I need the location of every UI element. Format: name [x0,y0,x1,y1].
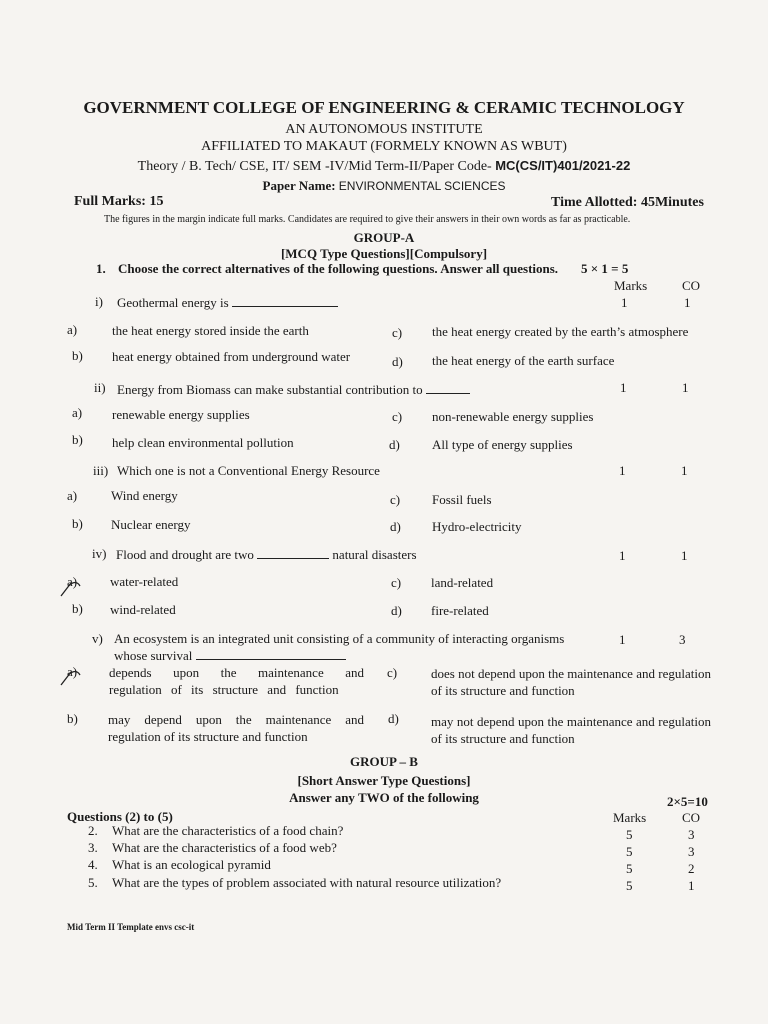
footer-template: Mid Term II Template envs csc-it [67,922,195,932]
question-5-number: 5. [88,875,98,890]
q1-text: Choose the correct alternatives of the following questions. Answer all questions. [118,261,559,276]
option-d-text: Hydro-electricity [432,519,522,534]
option-c-label: c) [392,409,403,424]
group-b-co-header: CO [682,810,701,825]
option-b-text: wind-related [110,602,176,617]
question-i-marks: 1 [621,295,628,310]
question-3-text: What are the characteristics of a food web? [112,840,337,855]
question-i-text: Geothermal energy is [117,294,338,311]
option-b-label: b) [67,711,78,726]
full-marks: Full Marks: 15 [74,194,164,209]
option-a-label: a) [67,574,78,589]
option-b-text: help clean environmental pollution [112,435,294,450]
option-a-label: a) [72,405,83,420]
question-iv-marks: 1 [619,548,626,563]
option-b-text: may depend upon the maintenance and regulation of its structure and function [108,712,364,744]
option-a-label: a) [67,488,78,503]
option-a-label: a) [67,664,78,679]
questions-range-label: Questions (2) to (5) [67,809,173,824]
option-a-text: the heat energy stored inside the earth [112,323,309,338]
option-c-label: c) [391,575,402,590]
option-b-label: b) [72,348,83,363]
question-4-text: What is an ecological pyramid [112,857,271,872]
paper-name-line [0,178,768,194]
option-d-label: d) [390,519,401,534]
question-4-co: 2 [688,861,695,876]
question-2-marks: 5 [626,827,633,842]
option-a-label: a) [67,322,78,337]
option-b-label: b) [72,432,83,447]
group-b-total: 2×5=10 [667,794,708,809]
theory-line [0,158,768,175]
paper-code: MC(CS/IT)401/2021-22 [495,158,631,173]
question-5-text: What are the types of problem associated with natural resource utilization? [112,875,502,890]
option-d-label: d) [392,354,403,369]
pen-tick-mark [58,666,84,688]
paper-name: ENVIRONMENTAL SCIENCES [338,179,506,193]
group-b-instruction: Answer any TWO of the following [289,790,479,805]
option-d-label: d) [391,603,402,618]
question-4-number: 4. [88,857,98,872]
group-b-marks-header: Marks [613,810,647,825]
question-ii-text: Energy from Biomass can make substantial contribution to [117,381,470,398]
instructions: The figures in the margin indicate full marks. Candidates are required to give their answers in their own words as far as practicable. [104,214,631,225]
theory-text: Theory / B. Tech/ CSE, IT/ SEM -IV/Mid Term-II/Paper Code- [137,159,492,174]
question-3-number: 3. [88,840,98,855]
question-iv-number: iv) [92,546,107,561]
question-i-number: i) [95,294,103,309]
option-c-text: does not depend upon the maintenance and regulation of its structure and function [431,666,711,698]
question-5-marks: 5 [626,878,633,893]
option-a-text: renewable energy supplies [112,407,250,422]
option-c-label: c) [392,325,403,340]
co-header: CO [682,278,701,293]
question-2-text: What are the characteristics of a food chain? [112,823,344,838]
q1-marks: 5 × 1 = 5 [581,261,629,276]
question-v-number: v) [92,631,103,646]
question-ii-co: 1 [682,380,689,395]
question-v-co: 3 [679,632,686,647]
option-d-text: All type of energy supplies [432,437,573,452]
option-d-text: may not depend upon the maintenance and regulation of its structure and function [431,714,711,746]
option-a-text: depends upon the maintenance and regulation of its structure and function [109,665,364,697]
question-v-text: An ecosystem is an integrated unit consisting of a community of interacting organisms [114,631,565,646]
question-v-text-line2: whose survival [114,647,346,664]
option-b-label: b) [72,516,83,531]
option-c-text: the heat energy created by the earth’s atmosphere [432,324,689,339]
option-c-text: Fossil fuels [432,492,492,507]
group-b-title: GROUP – B [350,754,418,769]
option-c-text: land-related [431,575,494,590]
group-a-subtitle: [MCQ Type Questions][Compulsory] [280,246,488,261]
question-4-marks: 5 [626,861,633,876]
college-name: GOVERNMENT COLLEGE OF ENGINEERING & CERAMIC TECHNOLOGY [83,98,685,117]
option-b-text: heat energy obtained from underground water [112,349,351,364]
option-b-label: b) [72,601,83,616]
option-d-label: d) [389,437,400,452]
option-d-text: fire-related [431,603,489,618]
question-5-co: 1 [688,878,695,893]
option-c-text: non-renewable energy supplies [432,409,594,424]
question-2-number: 2. [88,823,98,838]
option-c-label: c) [387,665,398,680]
group-a-title: GROUP-A [353,230,415,245]
option-c-label: c) [390,492,401,507]
question-iv-text: Flood and drought are two natural disasters [116,547,417,562]
question-ii-number: ii) [94,380,106,395]
question-iii-co: 1 [681,463,688,478]
option-a-text: Wind energy [111,488,178,503]
question-iv-co: 1 [681,548,688,563]
q1-number: 1. [96,261,106,276]
option-a-text: water-related [110,574,179,589]
question-i-co: 1 [684,295,691,310]
option-d-label: d) [388,711,399,726]
pen-tick-mark [58,577,84,599]
question-3-co: 3 [688,844,695,859]
question-iii-text: Which one is not a Conventional Energy Resource [117,463,380,478]
time-allotted: Time Allotted: 45Minutes [551,195,704,210]
question-ii-marks: 1 [620,380,627,395]
question-2-co: 3 [688,827,695,842]
paper-name-label: Paper Name: [262,178,336,193]
autonomous-line: AN AUTONOMOUS INSTITUTE [285,122,483,137]
option-b-text: Nuclear energy [111,517,191,532]
option-d-text: the heat energy of the earth surface [432,353,615,368]
question-iii-marks: 1 [619,463,626,478]
question-3-marks: 5 [626,844,633,859]
marks-header: Marks [614,278,648,293]
affiliation-line: AFFILIATED TO MAKAUT (FORMELY KNOWN AS WBUT) [201,139,567,154]
question-iii-number: iii) [93,463,109,478]
question-v-marks: 1 [619,632,626,647]
group-b-subtitle: [Short Answer Type Questions] [297,773,471,788]
